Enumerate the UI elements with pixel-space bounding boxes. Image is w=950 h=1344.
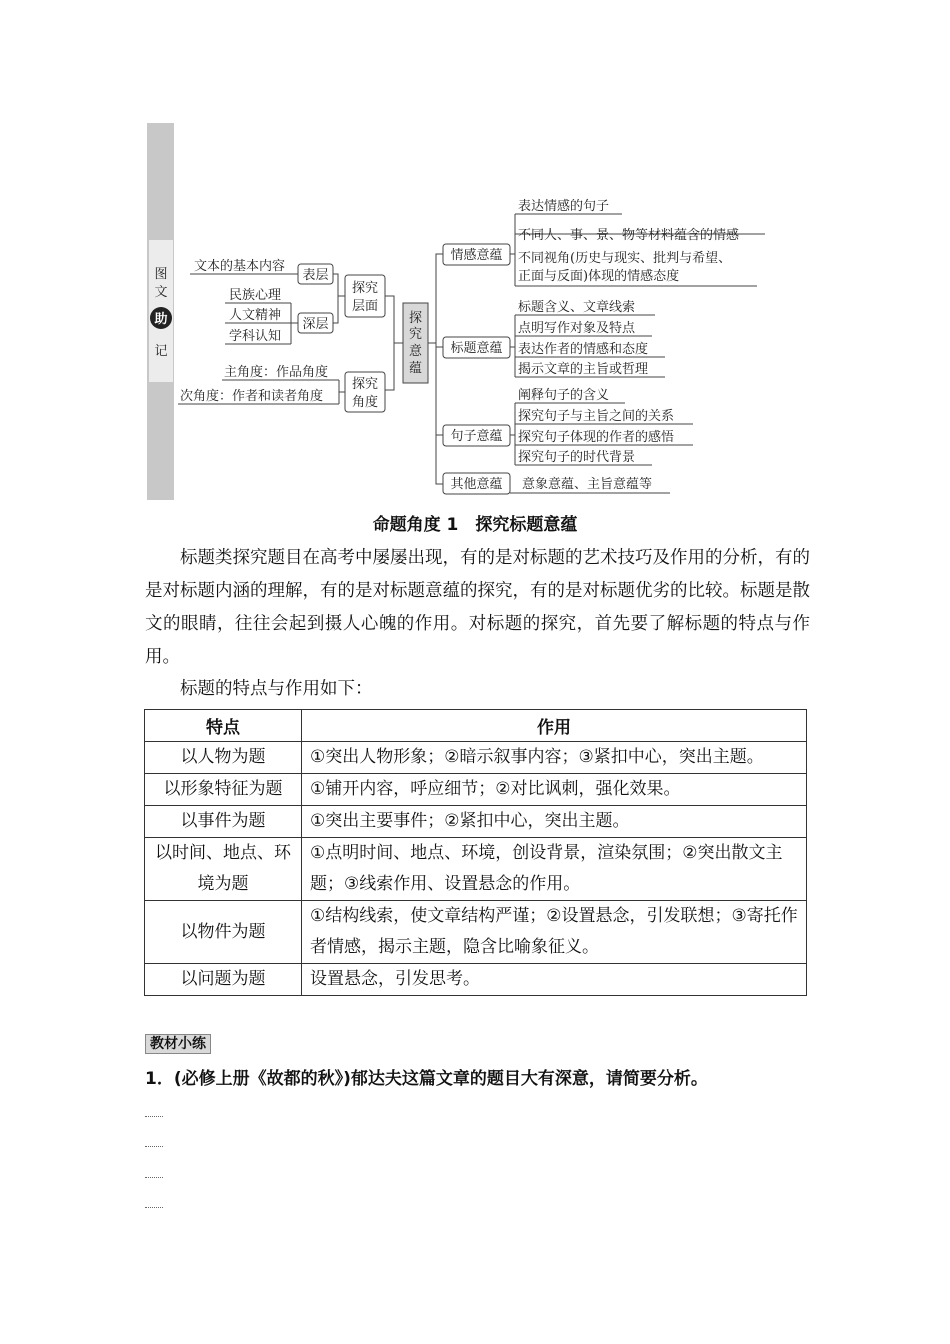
angle-item-2: 次角度：作者和读者角度 [180, 389, 324, 404]
table-row [145, 742, 807, 774]
row-effect: ①铺开内容，呼应细节；②对比讽刺，强化效果。 [302, 774, 807, 806]
side-label-2: 文 [154, 285, 168, 300]
table-row [145, 838, 807, 901]
other-label: 其他意蕴 [450, 477, 503, 492]
title-item-2: 点明写作对象及特点 [518, 321, 636, 336]
center-char-1: 探 [408, 311, 423, 326]
row-effect: ①突出主要事件；②紧扣中心，突出主题。 [302, 806, 807, 838]
emotion-label: 情感意蕴 [450, 248, 503, 263]
side-label-1: 图 [154, 267, 168, 282]
sentence-label: 句子意蕴 [450, 429, 503, 444]
table-intro: 标题的特点与作用如下： [180, 679, 373, 699]
intro-paragraph: 标题类探究题目在高考中屡屡出现，有的是对标题的艺术技巧及作用的分析，有的是对标题内涵的理解，有的是对标题意蕴的探究，有的是对标题优劣的比较。标题是散文的眼睛，往往会起到摄人心魄的作用。对标题的探究，首先要了解标题的特点与作用。 [145, 548, 810, 667]
emotion-item-2: 不同人、事、景、物等材料蕴含的情感 [518, 228, 740, 243]
angle-node-line1: 探究 [351, 377, 379, 392]
side-label-4: 记 [154, 344, 168, 359]
deep-connector [291, 303, 298, 344]
row-type: 以问题为题 [145, 964, 302, 996]
title-item-1: 标题含义、文章线索 [518, 300, 636, 315]
angle-node-line2: 角度 [351, 395, 379, 410]
row-type: 以时间、地点、环境为题 [145, 838, 302, 901]
section-title: 命题角度 1 探究标题意蕴 [372, 515, 578, 535]
layer-node-line1: 探究 [351, 281, 379, 296]
center-char-4: 蕴 [408, 361, 423, 376]
side-label-3: 助 [154, 312, 168, 327]
feature-table [144, 709, 807, 996]
title-item-4: 揭示文章的主旨或哲理 [518, 362, 649, 377]
table-header-row [145, 710, 807, 742]
emotion-item-4: 正面与反面)体现的情感态度 [518, 269, 680, 284]
table-header-effect: 作用 [302, 710, 807, 742]
row-effect: ①突出人物形象；②暗示叙事内容；③紧扣中心，突出主题。 [302, 742, 807, 774]
sentence-connector [510, 403, 515, 465]
question-1: 1．(必修上册《故都的秋》)郁达夫这篇文章的题目大有深意，请简要分析。 [145, 1069, 708, 1089]
title-connector [510, 315, 515, 377]
mind-map-diagram [140, 118, 790, 503]
table-row [145, 774, 807, 806]
center-char-3: 意 [408, 344, 423, 359]
table-row [145, 964, 807, 996]
surface-label: 表层 [302, 268, 329, 283]
layer-node-line2: 层面 [351, 299, 379, 314]
row-type: 以物件为题 [145, 901, 302, 964]
answer-line [145, 1177, 163, 1178]
center-left-connector [385, 296, 403, 390]
deep-item-1: 民族心理 [229, 288, 282, 303]
answer-line [145, 1116, 163, 1117]
deep-label: 深层 [302, 317, 329, 332]
exercise-tag: 教材小练 [145, 1034, 211, 1054]
deep-item-2: 人文精神 [229, 308, 282, 323]
row-type: 以形象特征为题 [145, 774, 302, 806]
title-item-3: 表达作者的情感和态度 [518, 342, 649, 357]
row-type: 以人物为题 [145, 742, 302, 774]
layer-connector [333, 274, 345, 323]
emotion-item-3: 不同视角(历史与现实、批判与希望、 [518, 251, 732, 266]
sentence-item-4: 探究句子的时代背景 [518, 450, 636, 465]
table-row [145, 901, 807, 964]
table-header-type: 特点 [145, 710, 302, 742]
center-char-2: 究 [408, 327, 423, 342]
angle-connector [339, 380, 345, 404]
row-effect: ①点明时间、地点、环境，创设背景，渲染氛围；②突出散文主题；③线索作用、设置悬念的作用。 [302, 838, 807, 901]
sentence-item-1: 阐释句子的含义 [518, 388, 610, 403]
sentence-item-3: 探究句子体现的作者的感悟 [518, 430, 675, 445]
answer-line [145, 1146, 163, 1147]
row-effect: 设置悬念，引发思考。 [302, 964, 807, 996]
surface-item: 文本的基本内容 [194, 259, 286, 274]
sentence-item-2: 探究句子与主旨之间的关系 [518, 409, 675, 424]
row-effect: ①结构线索，使文章结构严谨；②设置悬念，引发联想；③寄托作者情感，揭示主题，隐含比喻象征义。 [302, 901, 807, 964]
title-label: 标题意蕴 [450, 341, 503, 356]
angle-item-1: 主角度：作品角度 [224, 365, 329, 380]
row-type: 以事件为题 [145, 806, 302, 838]
emotion-connector [510, 214, 515, 286]
center-right-connector [428, 254, 443, 484]
answer-line [145, 1207, 163, 1208]
emotion-item-1: 表达情感的句子 [518, 199, 610, 214]
deep-item-3: 学科认知 [229, 329, 282, 344]
other-item-1: 意象意蕴、主旨意蕴等 [522, 477, 653, 492]
table-row [145, 806, 807, 838]
